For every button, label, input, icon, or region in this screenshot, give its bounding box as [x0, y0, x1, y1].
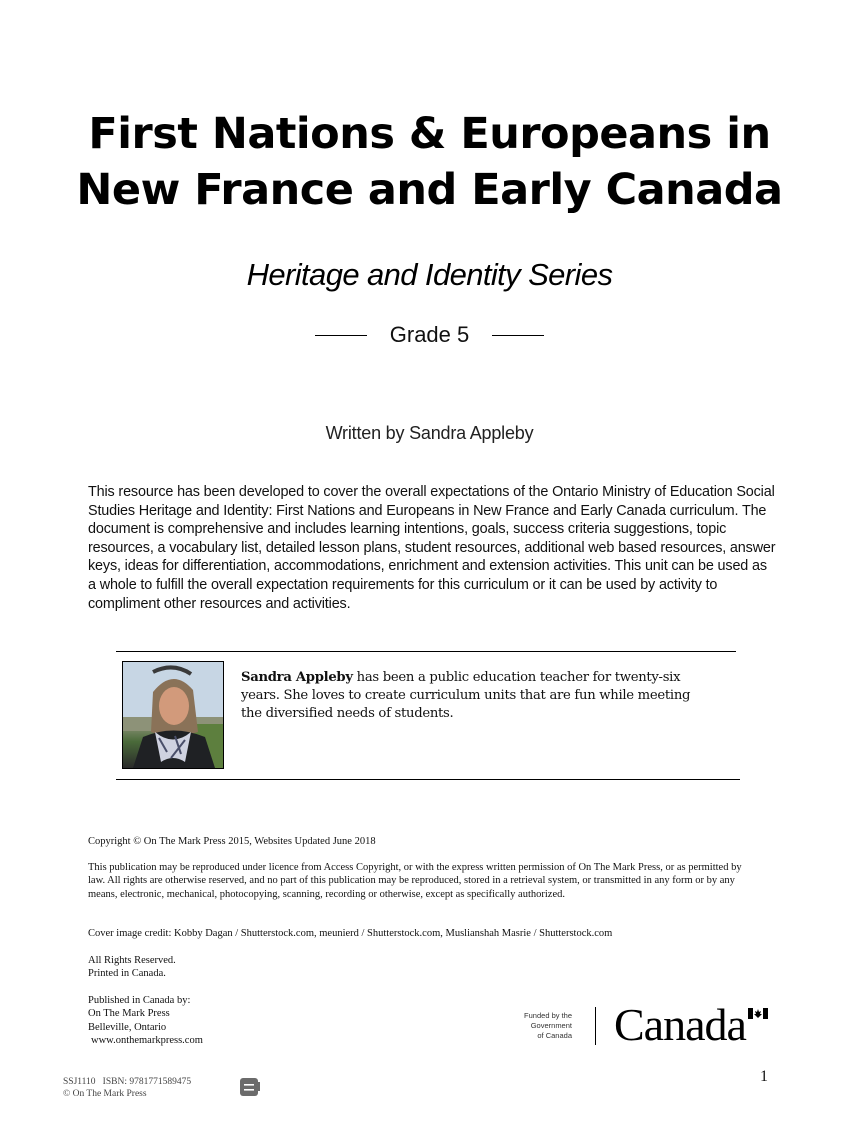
funding-line-2: Government [530, 1021, 572, 1030]
grade-label: Grade 5 [389, 322, 470, 347]
author-bio [241, 669, 711, 723]
publisher-location: Belleville, Ontario [88, 1022, 167, 1033]
footer-copyright: © On The Mark Press [63, 1089, 147, 1099]
bio-text: has been a public education teacher for twenty-six years. She loves to create curriculum units that are fun while meeting the diversified needs of students. [241, 670, 691, 721]
rights-reserved: All Rights Reserved. [88, 955, 176, 966]
bio-top-divider [116, 651, 736, 652]
grade-right-rule [492, 335, 544, 336]
author-photo-image [123, 662, 223, 768]
author-photo [122, 661, 224, 769]
funding-divider [595, 1007, 596, 1045]
publisher-website[interactable]: www.onthemarkpress.com [91, 1035, 203, 1046]
footer-code-isbn: SSJ1110 ISBN: 9781771589475 [63, 1077, 192, 1087]
canada-flag-icon [748, 1008, 768, 1019]
canada-wordmark: Canada [614, 999, 746, 1050]
grade-left-rule [315, 335, 367, 336]
series-subtitle: Heritage and Identity Series [246, 257, 613, 292]
title-line-2: New France and Early Canada [76, 165, 783, 215]
copyright-notice: Copyright © On The Mark Press 2015, Websites Updated June 2018 [88, 836, 376, 847]
bio-name: Sandra Appleby [241, 670, 353, 685]
description-paragraph: This resource has been developed to cover the overall expectations of the Ontario Ministry of Education Social Studies Heritage and Identity: First Nations and Europeans in New France and Early Canada curriculum. The document is comprehensive and includes learning intentions, goals, success criteria suggestions, topic resources, a vocabulary list, detailed lesson plans, student resources, additional web based resources, answer keys, ideas for differentiation, accommodations, enrichment and extension activities. This unit can be used as a whole to fulfill the overall expectation requirements for this curriculum or it can be used by activity to compliment other resources and activities. [88, 484, 776, 612]
cover-image-credit: Cover image credit: Kobby Dagan / Shutterstock.com, meunierd / Shutterstock.com, Muslianshah Masrie / Shutterstock.com [88, 928, 613, 939]
reproduction-notice: This publication may be reproduced under licence from Access Copyright, or with the express written permission of On The Mark Press, or as permitted by law. All rights are otherwise reserved, and no part of this publication may be reproduced, stored in a retrieval system, or transmitted in any form or by any means, electronic, mechanical, photocopying, scanning, recording or otherwise, except as specifically authorized. [88, 862, 742, 900]
title-line-1: First Nations & Europeans in [88, 109, 771, 159]
funding-line-3: of Canada [537, 1031, 572, 1040]
printed-in: Printed in Canada. [88, 968, 166, 979]
bio-bottom-divider [116, 779, 740, 780]
funding-text [505, 1011, 572, 1041]
funding-line-1: Funded by the [524, 1011, 572, 1020]
publisher-name: On The Mark Press [88, 1008, 170, 1019]
grade-row [0, 322, 859, 348]
page-number: 1 [760, 1068, 768, 1085]
published-by: Published in Canada by: [88, 995, 191, 1006]
author-line: Written by Sandra Appleby [325, 423, 534, 443]
book-logo-icon [239, 1077, 261, 1097]
